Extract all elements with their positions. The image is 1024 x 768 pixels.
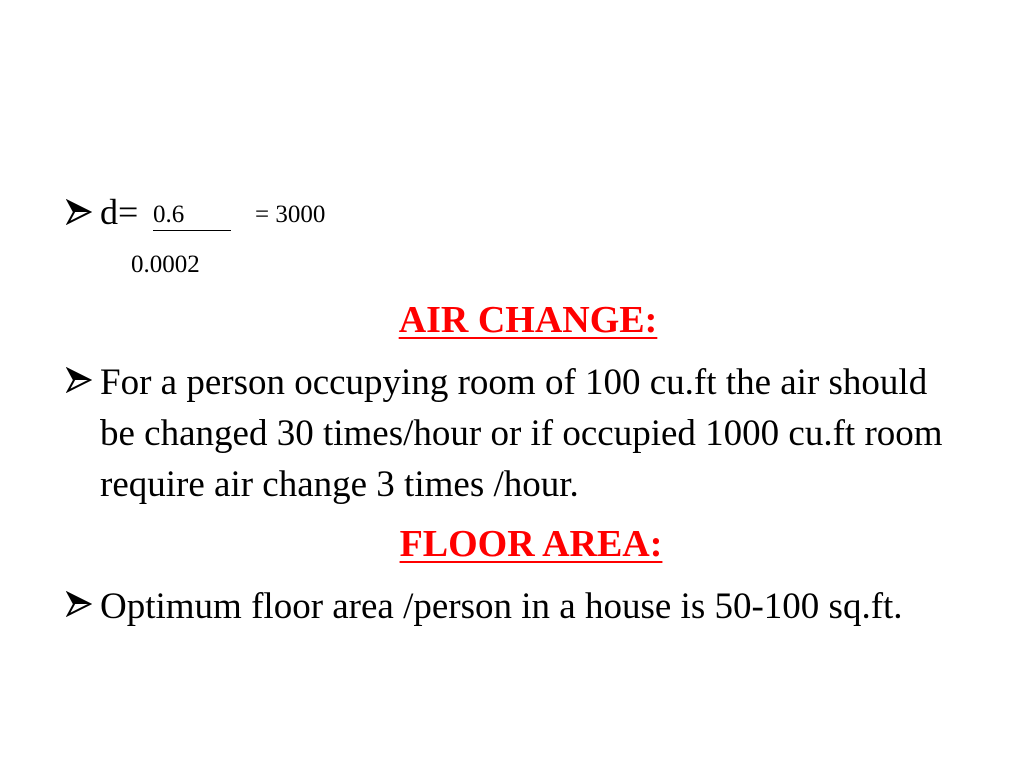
air-change-heading-text: AIR CHANGE: bbox=[398, 299, 658, 341]
air-change-heading bbox=[16, 298, 1024, 342]
formula-lhs: d= bbox=[100, 192, 139, 232]
formula-denominator: 0.0002 bbox=[131, 251, 200, 278]
formula-result: = 3000 bbox=[255, 201, 326, 228]
floor-area-heading-text: FLOOR AREA: bbox=[399, 523, 663, 565]
floor-area-heading bbox=[19, 522, 1024, 566]
air-change-text: For a person occupying room of 100 cu.ft the air should be changed 30 times/hour or if occupied 1000 cu.ft room require air change 3 times /hour. bbox=[100, 362, 943, 505]
formula-numerator: 0.6 bbox=[153, 200, 231, 231]
arrowhead-bullet-icon bbox=[66, 199, 92, 225]
floor-area-text: Optimum floor area /person in a house is 50-100 sq.ft. bbox=[100, 586, 903, 627]
arrowhead-bullet-icon bbox=[66, 591, 92, 617]
arrowhead-bullet-icon bbox=[66, 367, 92, 393]
